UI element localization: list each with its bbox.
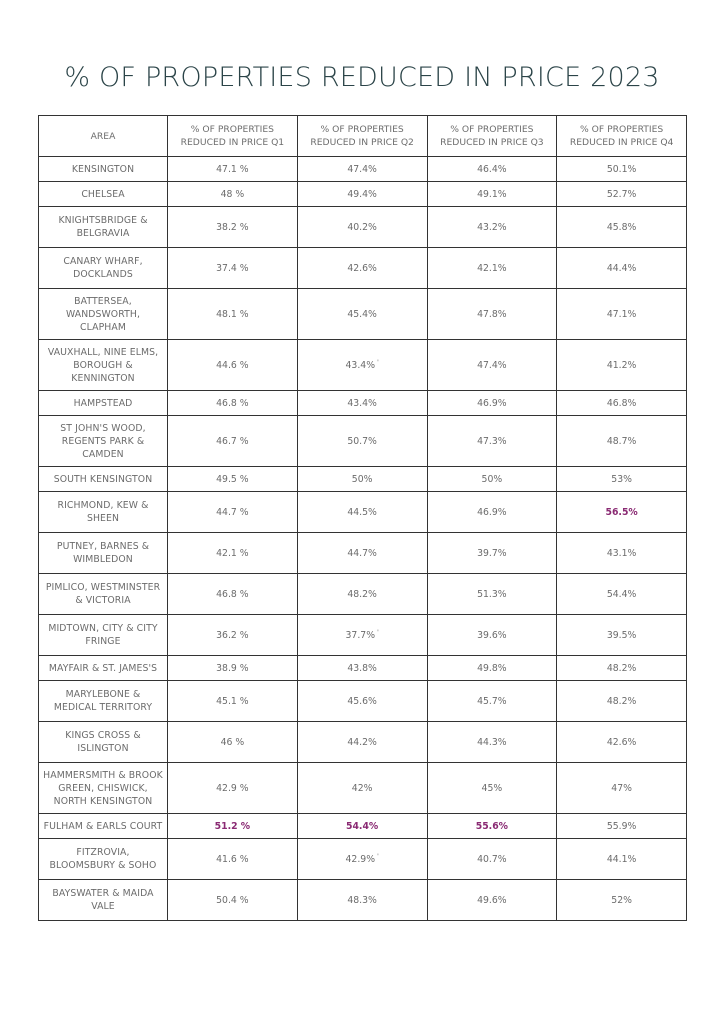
value-cell-q3 bbox=[427, 574, 557, 615]
value-text: 36.2 % bbox=[216, 629, 249, 641]
value-text: 50.4 % bbox=[216, 894, 249, 906]
value-cell-q1 bbox=[168, 157, 298, 182]
value-cell-q4 bbox=[557, 615, 687, 656]
value-cell-q3 bbox=[427, 763, 557, 814]
value-cell-q4 bbox=[557, 839, 687, 880]
header-q1: % OF PROPERTIES REDUCED IN PRICE Q1 bbox=[168, 116, 298, 157]
value-cell-q3 bbox=[427, 416, 557, 467]
value-cell-q1 bbox=[168, 289, 298, 340]
area-cell: VAUXHALL, NINE ELMS, BOROUGH & KENNINGTON bbox=[39, 340, 168, 391]
value-text: 45.1 % bbox=[216, 695, 249, 707]
footnote-mark: ' bbox=[377, 628, 379, 636]
value-text: 47.3% bbox=[477, 435, 507, 447]
value-cell-q4 bbox=[557, 574, 687, 615]
value-cell-q4 bbox=[557, 656, 687, 681]
value-cell-q1 bbox=[168, 880, 298, 921]
table-row bbox=[39, 533, 687, 574]
value-cell-q3 bbox=[427, 839, 557, 880]
value-text: 44.7% bbox=[347, 547, 377, 559]
value-cell-q4 bbox=[557, 391, 687, 416]
value-cell-q2 bbox=[297, 615, 427, 656]
value-cell-q4 bbox=[557, 340, 687, 391]
area-cell: KNIGHTSBRIDGE & BELGRAVIA bbox=[39, 207, 168, 248]
value-text: 50% bbox=[351, 473, 373, 485]
value-cell-q4 bbox=[557, 492, 687, 533]
area-cell: BAYSWATER & MAIDA VALE bbox=[39, 880, 168, 921]
area-cell: MARYLEBONE & MEDICAL TERRITORY bbox=[39, 681, 168, 722]
value-text: 50% bbox=[481, 473, 503, 485]
table-row bbox=[39, 722, 687, 763]
value-text: 51.2 % bbox=[214, 820, 251, 832]
value-cell-q2 bbox=[297, 391, 427, 416]
value-cell-q3 bbox=[427, 289, 557, 340]
value-text: 47.4% bbox=[477, 359, 507, 371]
value-text: 46.8 % bbox=[216, 397, 249, 409]
value-text: 44.7 % bbox=[216, 506, 249, 518]
value-text: 46.9% bbox=[477, 506, 507, 518]
value-text: 42% bbox=[351, 782, 373, 794]
value-cell-q2 bbox=[297, 839, 427, 880]
value-cell-q3 bbox=[427, 533, 557, 574]
page-title: % OF PROPERTIES REDUCED IN PRICE 2023 bbox=[64, 62, 660, 93]
value-cell-q1 bbox=[168, 416, 298, 467]
area-cell: HAMPSTEAD bbox=[39, 391, 168, 416]
value-cell-q4 bbox=[557, 289, 687, 340]
value-text: 54.4% bbox=[345, 820, 379, 832]
value-text: 52% bbox=[611, 894, 632, 906]
value-cell-q4 bbox=[557, 467, 687, 492]
area-cell: CHELSEA bbox=[39, 182, 168, 207]
value-text: 37.7% bbox=[345, 630, 376, 642]
value-text: 44.6 % bbox=[216, 359, 249, 371]
value-text: 46.8 % bbox=[216, 588, 249, 600]
value-text: 51.3% bbox=[477, 588, 507, 600]
value-cell-q2 bbox=[297, 182, 427, 207]
area-cell: RICHMOND, KEW & SHEEN bbox=[39, 492, 168, 533]
table-row bbox=[39, 207, 687, 248]
value-text: 42.6% bbox=[606, 736, 637, 748]
value-cell-q1 bbox=[168, 839, 298, 880]
value-text: 49.5 % bbox=[216, 473, 249, 485]
value-text: 44.5% bbox=[347, 506, 377, 518]
value-text: 55.6% bbox=[475, 820, 508, 832]
value-text: 49.4% bbox=[347, 188, 377, 200]
value-cell-q3 bbox=[427, 880, 557, 921]
value-cell-q2 bbox=[297, 814, 427, 839]
value-cell-q4 bbox=[557, 814, 687, 839]
value-cell-q3 bbox=[427, 391, 557, 416]
value-cell-q4 bbox=[557, 763, 687, 814]
value-text: 52.7% bbox=[606, 188, 637, 200]
value-cell-q2 bbox=[297, 157, 427, 182]
table-row bbox=[39, 681, 687, 722]
value-text: 37.4 % bbox=[216, 262, 249, 274]
header-q3: % OF PROPERTIES REDUCED IN PRICE Q3 bbox=[427, 116, 557, 157]
value-cell-q1 bbox=[168, 656, 298, 681]
value-text: 42.6% bbox=[347, 262, 377, 274]
value-cell-q2 bbox=[297, 722, 427, 763]
area-cell: ST JOHN'S WOOD, REGENTS PARK & CAMDEN bbox=[39, 416, 168, 467]
value-text: 46 % bbox=[220, 736, 245, 748]
value-cell-q2 bbox=[297, 340, 427, 391]
value-cell-q3 bbox=[427, 340, 557, 391]
value-text: 43.8% bbox=[347, 662, 377, 674]
value-text: 47.1 % bbox=[216, 163, 249, 175]
value-text: 41.2% bbox=[606, 359, 637, 371]
value-text: 45.4% bbox=[347, 308, 377, 320]
value-cell-q4 bbox=[557, 248, 687, 289]
value-cell-q3 bbox=[427, 207, 557, 248]
table-row bbox=[39, 492, 687, 533]
value-text: 46.4% bbox=[477, 163, 507, 175]
header-area: AREA bbox=[39, 116, 168, 157]
value-cell-q2 bbox=[297, 533, 427, 574]
value-text: 48.1 % bbox=[216, 308, 249, 320]
value-text: 47.1% bbox=[606, 308, 637, 320]
value-cell-q2 bbox=[297, 681, 427, 722]
value-text: 38.9 % bbox=[216, 662, 249, 674]
value-text: 45.6% bbox=[347, 695, 377, 707]
value-cell-q1 bbox=[168, 814, 298, 839]
value-cell-q3 bbox=[427, 467, 557, 492]
value-text: 39.7% bbox=[477, 547, 507, 559]
area-cell: PUTNEY, BARNES & WIMBLEDON bbox=[39, 533, 168, 574]
value-cell-q4 bbox=[557, 681, 687, 722]
area-cell: PIMLICO, WESTMINSTER & VICTORIA bbox=[39, 574, 168, 615]
value-cell-q1 bbox=[168, 722, 298, 763]
value-cell-q1 bbox=[168, 182, 298, 207]
area-cell: CANARY WHARF, DOCKLANDS bbox=[39, 248, 168, 289]
value-cell-q4 bbox=[557, 182, 687, 207]
value-cell-q1 bbox=[168, 574, 298, 615]
value-cell-q1 bbox=[168, 340, 298, 391]
value-cell-q2 bbox=[297, 207, 427, 248]
table-row bbox=[39, 839, 687, 880]
table-row bbox=[39, 416, 687, 467]
value-text: 40.2% bbox=[347, 221, 377, 233]
value-text: 47.8% bbox=[477, 308, 507, 320]
value-text: 49.6% bbox=[477, 894, 507, 906]
area-cell: FITZROVIA, BLOOMSBURY & SOHO bbox=[39, 839, 168, 880]
value-cell-q1 bbox=[168, 467, 298, 492]
value-text: 53% bbox=[611, 473, 632, 485]
value-text: 44.4% bbox=[606, 262, 637, 274]
value-text: 45.7% bbox=[477, 695, 507, 707]
value-text: 45.8% bbox=[606, 221, 637, 233]
table-row bbox=[39, 656, 687, 681]
value-cell-q2 bbox=[297, 656, 427, 681]
value-cell-q3 bbox=[427, 182, 557, 207]
value-text: 49.1% bbox=[477, 188, 507, 200]
value-text: 48.2% bbox=[606, 695, 637, 707]
value-text: 55.9% bbox=[606, 820, 637, 832]
value-cell-q4 bbox=[557, 722, 687, 763]
table-row bbox=[39, 615, 687, 656]
table-row bbox=[39, 340, 687, 391]
value-cell-q3 bbox=[427, 722, 557, 763]
header-q2: % OF PROPERTIES REDUCED IN PRICE Q2 bbox=[297, 116, 427, 157]
value-cell-q1 bbox=[168, 391, 298, 416]
value-text: 48.2% bbox=[606, 662, 637, 674]
value-cell-q3 bbox=[427, 248, 557, 289]
value-text: 48 % bbox=[220, 188, 245, 200]
value-cell-q4 bbox=[557, 157, 687, 182]
area-cell: BATTERSEA, WANDSWORTH, CLAPHAM bbox=[39, 289, 168, 340]
table-row bbox=[39, 763, 687, 814]
value-text: 42.9% bbox=[345, 854, 376, 866]
value-cell-q2 bbox=[297, 248, 427, 289]
value-cell-q2 bbox=[297, 492, 427, 533]
value-cell-q3 bbox=[427, 814, 557, 839]
value-cell-q3 bbox=[427, 681, 557, 722]
table-row bbox=[39, 157, 687, 182]
table-row bbox=[39, 467, 687, 492]
value-text: 45% bbox=[481, 782, 503, 794]
value-text: 48.3% bbox=[347, 894, 377, 906]
value-cell-q2 bbox=[297, 763, 427, 814]
table-header-row bbox=[39, 116, 687, 157]
value-text: 46.9% bbox=[477, 397, 507, 409]
value-cell-q3 bbox=[427, 157, 557, 182]
value-cell-q1 bbox=[168, 248, 298, 289]
value-text: 47.4% bbox=[347, 163, 377, 175]
value-cell-q1 bbox=[168, 533, 298, 574]
value-text: 39.5% bbox=[606, 629, 637, 641]
value-text: 42.1 % bbox=[216, 547, 249, 559]
value-text: 44.3% bbox=[477, 736, 507, 748]
area-cell: HAMMERSMITH & BROOK GREEN, CHISWICK, NORTH KENSINGTON bbox=[39, 763, 168, 814]
value-text: 39.6% bbox=[477, 629, 507, 641]
value-cell-q2 bbox=[297, 880, 427, 921]
value-cell-q2 bbox=[297, 289, 427, 340]
value-text: 50.7% bbox=[347, 435, 377, 447]
area-cell: MAYFAIR & ST. JAMES'S bbox=[39, 656, 168, 681]
value-text: 48.2% bbox=[347, 588, 377, 600]
area-cell: KENSINGTON bbox=[39, 157, 168, 182]
value-text: 42.9 % bbox=[216, 782, 249, 794]
value-text: 49.8% bbox=[477, 662, 507, 674]
value-text: 46.7 % bbox=[216, 435, 249, 447]
footnote-mark: ' bbox=[377, 358, 379, 366]
area-cell: FULHAM & EARLS COURT bbox=[39, 814, 168, 839]
value-text: 42.1% bbox=[477, 262, 507, 274]
value-cell-q1 bbox=[168, 207, 298, 248]
table-row bbox=[39, 289, 687, 340]
value-text: 44.1% bbox=[606, 853, 637, 865]
value-text: 41.6 % bbox=[216, 853, 249, 865]
value-text: 50.1% bbox=[606, 163, 637, 175]
value-cell-q4 bbox=[557, 880, 687, 921]
value-cell-q1 bbox=[168, 681, 298, 722]
area-cell: KINGS CROSS & ISLINGTON bbox=[39, 722, 168, 763]
value-cell-q4 bbox=[557, 533, 687, 574]
value-text: 48.7% bbox=[606, 435, 637, 447]
area-cell: SOUTH KENSINGTON bbox=[39, 467, 168, 492]
table-row bbox=[39, 391, 687, 416]
value-text: 47% bbox=[611, 782, 632, 794]
value-text: 40.7% bbox=[477, 853, 507, 865]
table-row bbox=[39, 574, 687, 615]
value-text: 43.1% bbox=[606, 547, 637, 559]
value-cell-q3 bbox=[427, 656, 557, 681]
value-text: 43.4% bbox=[345, 360, 376, 372]
value-text: 43.2% bbox=[477, 221, 507, 233]
table-row bbox=[39, 814, 687, 839]
value-cell-q1 bbox=[168, 763, 298, 814]
table-row bbox=[39, 182, 687, 207]
value-cell-q2 bbox=[297, 467, 427, 492]
value-cell-q1 bbox=[168, 615, 298, 656]
value-text: 44.2% bbox=[347, 736, 377, 748]
table-row bbox=[39, 248, 687, 289]
value-cell-q1 bbox=[168, 492, 298, 533]
value-cell-q2 bbox=[297, 574, 427, 615]
value-cell-q3 bbox=[427, 492, 557, 533]
value-cell-q2 bbox=[297, 416, 427, 467]
value-text: 54.4% bbox=[606, 588, 637, 600]
value-text: 46.8% bbox=[606, 397, 637, 409]
value-text: 43.4% bbox=[347, 397, 377, 409]
footnote-mark: ' bbox=[377, 852, 379, 860]
value-text: 38.2 % bbox=[216, 221, 249, 233]
value-cell-q4 bbox=[557, 416, 687, 467]
value-cell-q3 bbox=[427, 615, 557, 656]
area-cell: MIDTOWN, CITY & CITY FRINGE bbox=[39, 615, 168, 656]
value-text: 56.5% bbox=[605, 506, 638, 518]
header-q4: % OF PROPERTIES REDUCED IN PRICE Q4 bbox=[557, 116, 687, 157]
table-row bbox=[39, 880, 687, 921]
value-cell-q4 bbox=[557, 207, 687, 248]
price-reduction-table bbox=[38, 115, 687, 921]
